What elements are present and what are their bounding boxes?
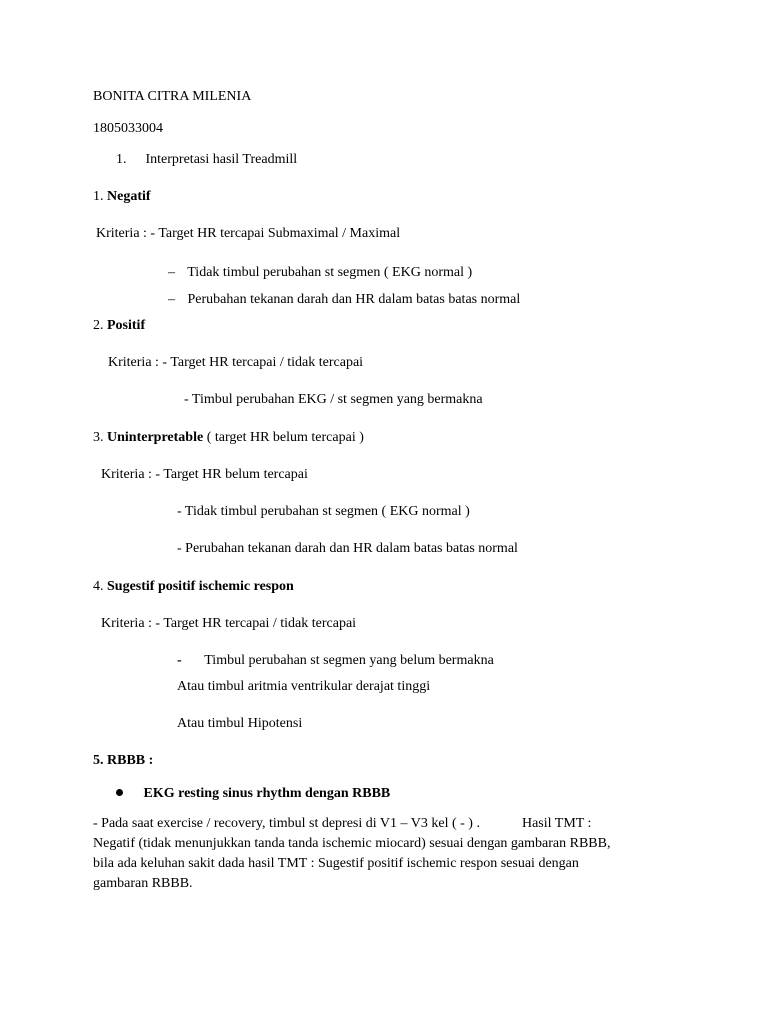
section-number: 3. bbox=[93, 430, 104, 445]
paragraph-line: bila ada keluhan sakit dada hasil TMT : Sugestif positif ischemic respon sesuai dengan bbox=[93, 856, 579, 871]
paragraph-line: - Pada saat exercise / recovery, timbul st depresi di V1 – V3 kel ( - ) . Hasil TMT : bbox=[93, 816, 592, 831]
author-name: BONITA CITRA MILENIA bbox=[93, 89, 252, 104]
title-item-text: Interpretasi hasil Treadmill bbox=[145, 152, 298, 167]
dash-marker: - bbox=[177, 653, 182, 668]
bullet-item bbox=[116, 785, 390, 803]
list-item: - Tidak timbul perubahan st segmen ( EKG normal ) bbox=[177, 504, 470, 519]
rbbb-paragraph bbox=[93, 814, 673, 894]
section-title: Sugestif positif ischemic respon bbox=[107, 579, 294, 594]
list-item bbox=[168, 264, 472, 282]
list-item: - Perubahan tekanan darah dan HR dalam batas batas normal bbox=[177, 541, 518, 556]
dash-marker: – bbox=[168, 292, 175, 307]
list-item: Atau timbul aritmia ventrikular derajat tinggi bbox=[177, 679, 431, 694]
section-positif-kriteria: Kriteria : - Target HR tercapai / tidak tercapai bbox=[108, 355, 364, 370]
section-number: 1. bbox=[93, 189, 104, 204]
list-item-text: Perubahan tekanan darah dan HR dalam batas batas normal bbox=[187, 292, 521, 307]
section-uninterpretable-kriteria: Kriteria : - Target HR belum tercapai bbox=[101, 467, 308, 482]
list-item: Atau timbul Hipotensi bbox=[177, 716, 303, 731]
list-item: - Timbul perubahan EKG / st segmen yang bermakna bbox=[184, 392, 483, 407]
section-title: Negatif bbox=[107, 189, 151, 204]
section-negatif-kriteria: Kriteria : - Target HR tercapai Submaximal / Maximal bbox=[96, 226, 401, 241]
section-title: Positif bbox=[107, 318, 146, 333]
list-item-text: Timbul perubahan st segmen yang belum bermakna bbox=[204, 653, 494, 668]
paragraph-line: gambaran RBBB. bbox=[93, 876, 193, 891]
section-number: 2. bbox=[93, 318, 104, 333]
section-title: Uninterpretable bbox=[107, 430, 204, 445]
title-item-number: 1. bbox=[116, 152, 127, 167]
list-item-text: Tidak timbul perubahan st segmen ( EKG normal ) bbox=[187, 265, 473, 280]
section-rbbb-heading: 5. RBBB : bbox=[93, 753, 154, 768]
bullet-icon bbox=[116, 789, 123, 796]
section-title-suffix: ( target HR belum tercapai ) bbox=[206, 430, 364, 445]
paragraph-line: Negatif (tidak menunjukkan tanda tanda ischemic miocard) sesuai dengan gambaran RBBB, bbox=[93, 836, 611, 851]
section-uninterpretable-heading bbox=[93, 429, 364, 447]
section-sugestif-kriteria: Kriteria : - Target HR tercapai / tidak tercapai bbox=[101, 616, 357, 631]
list-item bbox=[168, 291, 520, 309]
section-positif-heading bbox=[93, 317, 145, 335]
list-item bbox=[177, 652, 494, 670]
section-number: 4. bbox=[93, 579, 104, 594]
title-item bbox=[116, 151, 297, 169]
section-negatif-heading bbox=[93, 188, 151, 206]
section-sugestif-heading bbox=[93, 578, 294, 596]
dash-marker: – bbox=[168, 265, 175, 280]
student-id: 1805033004 bbox=[93, 121, 163, 136]
bullet-item-text: EKG resting sinus rhythm dengan RBBB bbox=[143, 786, 391, 801]
